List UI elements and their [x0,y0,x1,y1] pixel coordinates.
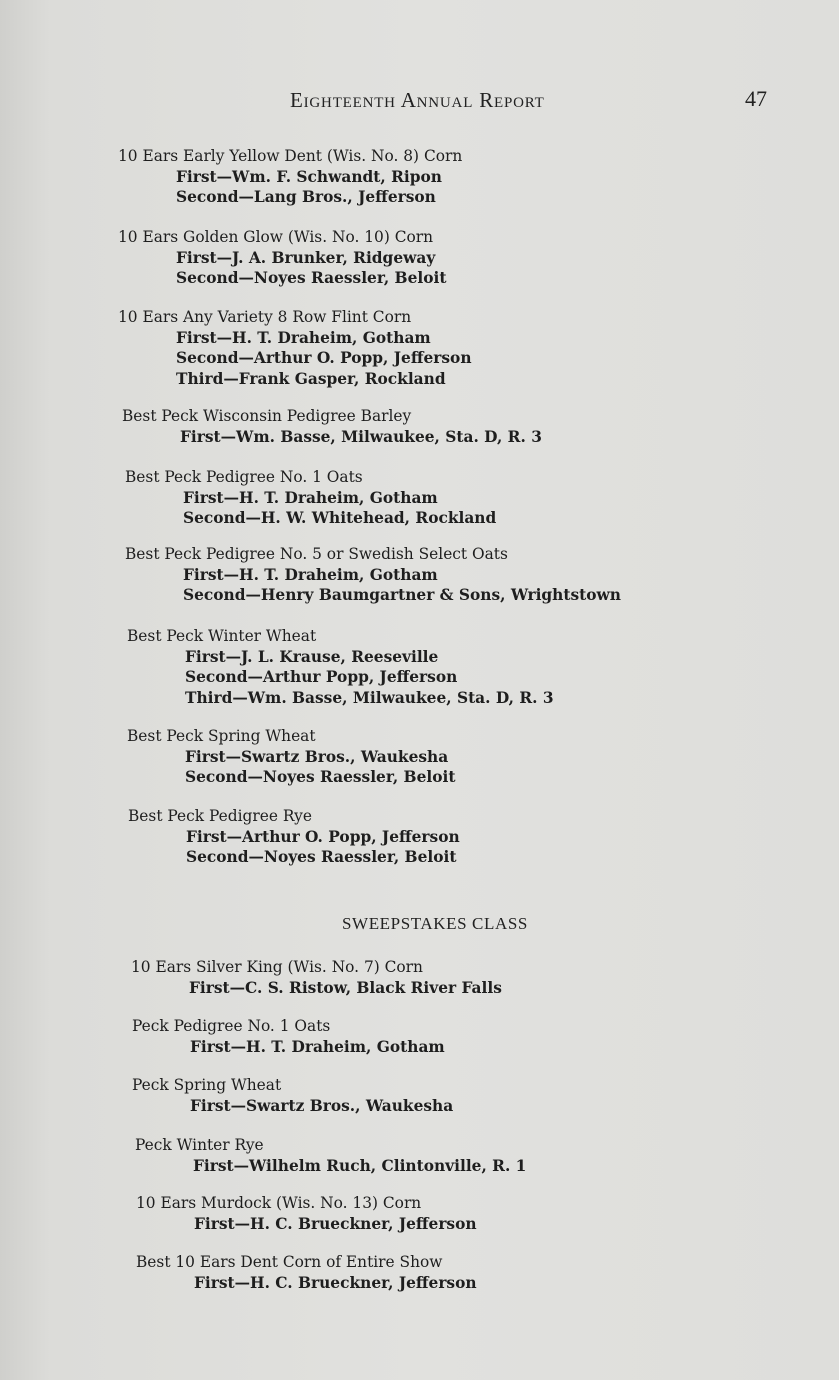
entry-category: Best Peck Pedigree No. 5 or Swedish Select Oats [125,545,508,563]
entry-winner: First—Swartz Bros., Waukesha [185,747,449,766]
entry-winner: Third—Frank Gasper, Rockland [176,369,446,388]
prize-entry [125,467,496,529]
entry-category: 10 Ears Murdock (Wis. No. 13) Corn [136,1194,422,1212]
entry-winner: First—Arthur O. Popp, Jefferson [186,827,460,846]
entry-winner: Second—Noyes Raessler, Beloit [185,768,456,786]
prize-entry [118,227,446,289]
sweepstakes-heading: SWEEPSTAKES CLASS [342,914,528,933]
entry-winner: First—H. C. Brueckner, Jefferson [194,1214,477,1233]
entry-winner: First—J. A. Brunker, Ridgeway [176,248,436,267]
running-title: Eighteenth Annual Report [290,88,545,112]
entry-category: Peck Pedigree No. 1 Oats [132,1017,331,1035]
prize-entry [122,406,542,447]
entry-winner: First—Wilhelm Ruch, Clintonville, R. 1 [193,1156,527,1175]
entry-category: Best Peck Pedigree No. 1 Oats [125,468,363,486]
entry-winner: Second—Noyes Raessler, Beloit [186,848,457,866]
entry-winner: First—H. T. Draheim, Gotham [183,488,438,507]
entry-winner: First—C. S. Ristow, Black River Falls [189,978,502,997]
entry-winner: Second—Arthur O. Popp, Jefferson [176,349,472,367]
entry-winner: Second—Henry Baumgartner & Sons, Wrightstown [183,586,621,604]
entry-winner: First—H. T. Draheim, Gotham [176,328,431,347]
prize-entry [125,544,621,606]
entry-category: Best Peck Spring Wheat [127,727,316,745]
sweepstakes-entry [136,1252,477,1293]
entry-winner: Second—Noyes Raessler, Beloit [176,269,447,287]
sweepstakes-entry [131,957,502,998]
entry-category: 10 Ears Golden Glow (Wis. No. 10) Corn [118,228,434,246]
prize-entry [128,806,460,868]
entry-winner: First—H. C. Brueckner, Jefferson [194,1273,477,1292]
entry-category: Best Peck Wisconsin Pedigree Barley [122,407,412,425]
entry-category: Best Peck Winter Wheat [127,627,317,645]
entry-category: Peck Winter Rye [135,1136,264,1154]
entry-winner: Third—Wm. Basse, Milwaukee, Sta. D, R. 3 [185,688,554,707]
entry-category: 10 Ears Early Yellow Dent (Wis. No. 8) Corn [118,147,463,165]
prize-entry [118,307,472,389]
prize-entry [127,726,455,788]
entry-category: 10 Ears Any Variety 8 Row Flint Corn [118,308,412,326]
entry-category: 10 Ears Silver King (Wis. No. 7) Corn [131,958,423,976]
entry-category: Best Peck Pedigree Rye [128,807,312,825]
entry-winner: First—H. T. Draheim, Gotham [183,565,438,584]
entry-category: Best 10 Ears Dent Corn of Entire Show [136,1253,443,1271]
sweepstakes-entry [132,1016,445,1057]
entry-winner: First—J. L. Krause, Reeseville [185,647,439,666]
sweepstakes-entry [136,1193,477,1234]
prize-entry [118,146,462,208]
sweepstakes-entry [135,1135,526,1176]
entry-winner: First—Wm. F. Schwandt, Ripon [176,167,442,186]
entry-winner: First—Wm. Basse, Milwaukee, Sta. D, R. 3 [180,427,542,446]
entry-category: Peck Spring Wheat [132,1076,282,1094]
prize-entry [127,626,554,708]
entry-winner: Second—Arthur Popp, Jefferson [185,668,458,686]
entry-winner: First—H. T. Draheim, Gotham [190,1037,445,1056]
entry-winner: Second—Lang Bros., Jefferson [176,188,436,206]
entry-winner: First—Swartz Bros., Waukesha [190,1096,454,1115]
sweepstakes-entry [132,1075,453,1116]
page-number: 47 [745,86,767,111]
entry-winner: Second—H. W. Whitehead, Rockland [183,509,497,527]
